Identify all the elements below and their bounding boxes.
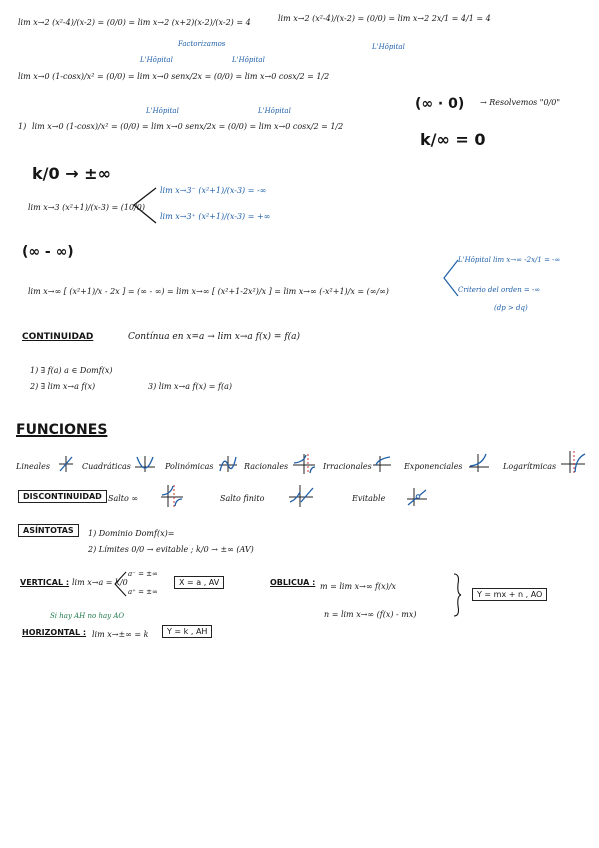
continuidad-cond1: 1) ∃ f(a) a ∈ Domf(x) bbox=[30, 366, 113, 375]
disc-salto-finito: Salto finito bbox=[220, 494, 265, 503]
branch-brace-2 bbox=[440, 256, 460, 300]
horizontal-expr: lim x→±∞ = k bbox=[92, 630, 149, 639]
type-polinomicas: Polinómicas bbox=[165, 462, 214, 471]
type-cuadraticas: Cuadráticas bbox=[82, 462, 131, 471]
disc-salto-infinito: Salto ∞ bbox=[108, 494, 139, 503]
inf-minus-inf: (∞ - ∞) bbox=[22, 244, 74, 260]
polynomial-graph-icon bbox=[218, 455, 238, 473]
vertical-expr: lim x→a = k/0 bbox=[72, 578, 128, 587]
vertical-result-box: X = a , AV bbox=[174, 576, 224, 589]
horizontal-label: HORIZONTAL : bbox=[22, 628, 87, 637]
asintotas-label: ASÍNTOTAS bbox=[18, 524, 79, 537]
limit-x3: lim x→3 (x²+1)/(x-3) = (10/0) bbox=[28, 203, 145, 212]
criterio-branch: Criterio del orden = -∞ bbox=[458, 286, 541, 294]
criterio-note: (dp > dq) bbox=[494, 304, 528, 312]
oblicua-n: n = lim x→∞ (f(x) - mx) bbox=[324, 610, 417, 619]
horizontal-note: Si hay AH no hay AO bbox=[50, 612, 125, 620]
exponential-graph-icon bbox=[468, 453, 490, 473]
type-lineales: Lineales bbox=[16, 462, 50, 471]
type-logaritmicas: Logarítmicas bbox=[503, 462, 557, 471]
note-factorizamos: Factorizamos bbox=[178, 40, 226, 48]
jump-finite-icon bbox=[288, 484, 314, 508]
discontinuidad-label: DISCONTINUIDAD bbox=[18, 490, 107, 503]
vertical-branch-plus: a⁺ = ±∞ bbox=[128, 588, 158, 596]
vertical-branch-brace bbox=[112, 570, 128, 598]
asintotas-step1: 1) Dominio Domf(x)= bbox=[88, 529, 175, 538]
disc-evitable: Evitable bbox=[352, 494, 386, 503]
limit-x3-minus: lim x→3⁻ (x²+1)/(x-3) = -∞ bbox=[160, 186, 267, 195]
continuidad-cond2: 2) ∃ lim x→a f(x) bbox=[30, 382, 96, 391]
note-lhopital-2b: L'Hôpital bbox=[232, 56, 265, 64]
oblicua-result-box: Y = mx + n , AO bbox=[472, 588, 547, 601]
asintotas-step2: 2) Límites 0/0 → evitable ; k/0 → ±∞ (AV) bbox=[88, 545, 254, 554]
k-over-zero: k/0 → ±∞ bbox=[32, 164, 111, 183]
inf-times-zero-note: → Resolvemos "0/0" bbox=[480, 98, 561, 107]
rational-graph-icon bbox=[292, 453, 316, 475]
logarithmic-graph-icon bbox=[560, 450, 586, 474]
oblicua-brace bbox=[452, 572, 462, 618]
removable-discontinuity-icon bbox=[406, 487, 428, 507]
vertical-label: VERTICAL : bbox=[20, 578, 70, 587]
type-exponenciales: Exponenciales bbox=[404, 462, 463, 471]
limit-factorization: lim x→2 (x²-4)/(x-2) = (0/0) = lim x→2 (x+2)(x-2)/(x-2) = 4 bbox=[18, 18, 251, 27]
note-lhopital-2a: L'Hôpital bbox=[140, 56, 173, 64]
vertical-branch-minus: a⁻ = ±∞ bbox=[128, 570, 158, 578]
jump-infinite-icon bbox=[160, 484, 184, 508]
linear-graph-icon bbox=[58, 455, 74, 473]
horizontal-result-box: Y = k , AH bbox=[162, 625, 212, 638]
lhopital-branch: L'Hôpital lim x→∞ -2x/1 = -∞ bbox=[458, 256, 561, 264]
type-irracionales: Irracionales bbox=[323, 462, 372, 471]
oblicua-label: OBLICUA : bbox=[270, 578, 316, 587]
continuidad-heading: CONTINUIDAD bbox=[22, 332, 94, 342]
limit-x3-plus: lim x→3⁺ (x²+1)/(x-3) = +∞ bbox=[160, 212, 271, 221]
limit-lhopital-1: lim x→2 (x²-4)/(x-2) = (0/0) = lim x→2 2x/1 = 4/1 = 4 bbox=[278, 14, 491, 23]
k-over-infinity: k/∞ = 0 bbox=[420, 130, 486, 149]
limit-inf-row: lim x→∞ [ (x²+1)/x - 2x ] = (∞ - ∞) = lim x→∞ [ (x²+1-2x²)/x ] = lim x→∞ (-x²+1)/x = (∞/∞) bbox=[28, 287, 389, 296]
limit-cos-1: lim x→0 (1-cosx)/x² = (0/0) = lim x→0 senx/2x = (0/0) = lim x→0 cosx/2 = 1/2 bbox=[18, 72, 330, 81]
irrational-graph-icon bbox=[372, 455, 392, 473]
oblicua-m: m = lim x→∞ f(x)/x bbox=[320, 582, 396, 591]
note-lhopital-1: L'Hôpital bbox=[372, 43, 405, 51]
limit-cos-2-prefix: 1) bbox=[18, 122, 27, 131]
branch-brace bbox=[130, 186, 160, 226]
type-racionales: Racionales bbox=[244, 462, 289, 471]
note-lhopital-3a: L'Hôpital bbox=[146, 107, 179, 115]
limit-cos-2: lim x→0 (1-cosx)/x² = (0/0) = lim x→0 senx/2x = (0/0) = lim x→0 cosx/2 = 1/2 bbox=[32, 122, 344, 131]
note-lhopital-3b: L'Hôpital bbox=[258, 107, 291, 115]
inf-times-zero: (∞ · 0) bbox=[415, 96, 465, 112]
quadratic-graph-icon bbox=[134, 455, 156, 473]
continuidad-cond3: 3) lim x→a f(x) = f(a) bbox=[148, 382, 233, 391]
funciones-heading: FUNCIONES bbox=[16, 422, 108, 438]
continuidad-definition: Contínua en x=a → lim x→a f(x) = f(a) bbox=[128, 332, 301, 342]
